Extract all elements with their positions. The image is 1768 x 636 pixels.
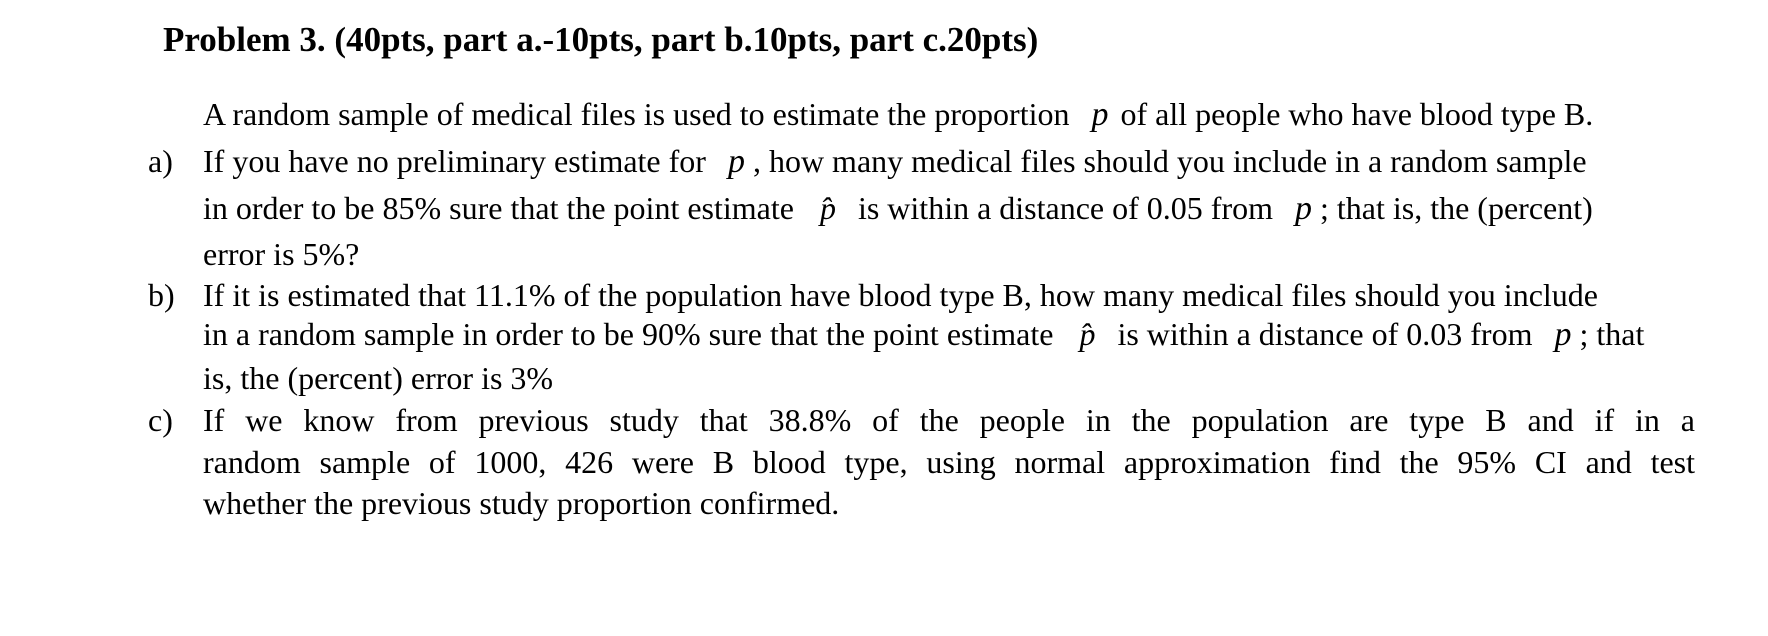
- part-b-marker: b): [148, 277, 175, 313]
- part-c-line-3: whether the previous study proportion confirmed.: [203, 485, 840, 521]
- part-a-text: ; that is, the (percent): [1319, 190, 1593, 226]
- part-a-text: , how many medical files should you include in a random sample: [752, 143, 1587, 179]
- part-a-line-3: error is 5%?: [203, 236, 360, 272]
- part-b-line-1: If it is estimated that 11.1% of the population have blood type B, how many medical files should you include: [203, 277, 1598, 313]
- part-b-line-2: [203, 318, 1644, 352]
- part-c-line-2: [203, 446, 1695, 478]
- part-b-line-3: is, the (percent) error is 3%: [203, 360, 554, 396]
- intro-line: [203, 98, 1593, 132]
- part-a-text: in order to be 85% sure that the point estimate: [203, 190, 794, 226]
- intro-text-after: of all people who have blood type B.: [1120, 96, 1594, 132]
- part-c-line-1: [203, 404, 1695, 436]
- part-b-text: is within a distance of 0.03 from: [1117, 316, 1533, 352]
- p-symbol: p: [1294, 190, 1312, 227]
- p-hat-symbol: p̂: [1079, 316, 1096, 352]
- part-a-line-1: [203, 145, 1587, 179]
- p-symbol: p: [1091, 96, 1109, 133]
- part-a-line-2: [203, 192, 1593, 226]
- part-b-text: ; that: [1579, 316, 1645, 352]
- p-symbol: p: [1554, 316, 1572, 353]
- part-a-marker: a): [148, 143, 173, 179]
- part-a-text: If you have no preliminary estimate for: [203, 143, 706, 179]
- part-c-marker: c): [148, 402, 173, 438]
- part-a-text: is within a distance of 0.05 from: [857, 190, 1273, 226]
- p-symbol: p: [727, 143, 745, 180]
- intro-text-before: A random sample of medical files is used to estimate the proportion: [203, 96, 1070, 132]
- problem-title: Problem 3. (40pts, part a.-10pts, part b.10pts, part c.20pts): [163, 20, 1039, 59]
- p-hat-symbol: p̂: [819, 190, 836, 226]
- part-c-text: random sample of 1000, 426 were B blood type, using normal approximation find the 95% CI and test: [203, 444, 1695, 480]
- part-b-text: in a random sample in order to be 90% sure that the point estimate: [203, 316, 1054, 352]
- part-c-text: If we know from previous study that 38.8% of the people in the population are type B and if in a: [203, 402, 1695, 438]
